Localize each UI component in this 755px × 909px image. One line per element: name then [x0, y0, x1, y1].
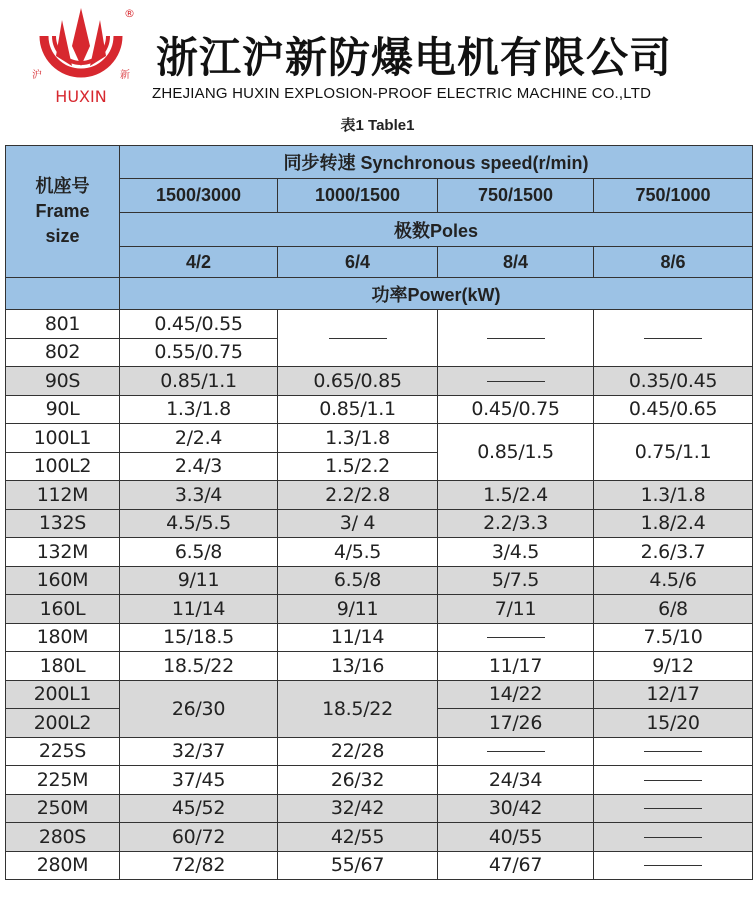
power-cell: 26/30 — [120, 680, 278, 737]
frame-size-cell: 280S — [6, 823, 120, 852]
frame-size-cell: 200L1 — [6, 680, 120, 709]
power-cell: 47/67 — [438, 851, 594, 880]
power-cell: 0.75/1.1 — [594, 424, 753, 481]
table-row — [6, 310, 753, 339]
power-table — [5, 145, 753, 880]
frame-size-cell: 225M — [6, 766, 120, 795]
power-title: 功率Power(kW) — [120, 278, 753, 310]
power-cell: 7.5/10 — [594, 623, 753, 652]
table-row — [6, 481, 753, 510]
frame-size-cell: 160L — [6, 595, 120, 624]
table-row — [6, 823, 753, 852]
not-available-dash — [594, 737, 753, 766]
table-row — [6, 538, 753, 567]
dash-line — [644, 780, 702, 781]
power-cell: 2.2/2.8 — [278, 481, 438, 510]
table-row — [6, 595, 753, 624]
frame-size-cell: 802 — [6, 338, 120, 367]
speed-title: 同步转速 Synchronous speed(r/min) — [120, 146, 753, 179]
power-cell: 4.5/6 — [594, 566, 753, 595]
dash-line — [644, 808, 702, 809]
frame-size-header: 机座号 Frame size — [6, 146, 120, 278]
frame-size-cell: 225S — [6, 737, 120, 766]
power-cell: 32/37 — [120, 737, 278, 766]
power-cell: 17/26 — [438, 709, 594, 738]
not-available-dash — [594, 851, 753, 880]
table-row — [6, 794, 753, 823]
power-cell: 2.4/3 — [120, 452, 278, 481]
power-cell: 2.6/3.7 — [594, 538, 753, 567]
frame-size-cell: 801 — [6, 310, 120, 339]
power-cell: 30/42 — [438, 794, 594, 823]
power-cell: 11/17 — [438, 652, 594, 681]
power-cell: 22/28 — [278, 737, 438, 766]
table-row — [6, 680, 753, 709]
svg-text:HUXIN: HUXIN — [55, 87, 107, 106]
power-cell: 1.8/2.4 — [594, 509, 753, 538]
power-cell: 1.3/1.8 — [594, 481, 753, 510]
dash-line — [644, 865, 702, 866]
speed-header: 750/1000 — [594, 179, 753, 213]
dash-line — [487, 637, 545, 638]
power-cell: 1.3/1.8 — [278, 424, 438, 453]
power-cell: 2/2.4 — [120, 424, 278, 453]
not-available-dash — [594, 823, 753, 852]
power-cell: 0.65/0.85 — [278, 367, 438, 396]
power-cell: 9/11 — [278, 595, 438, 624]
poles-header: 6/4 — [278, 247, 438, 278]
dash-line — [487, 338, 545, 339]
power-cell: 14/22 — [438, 680, 594, 709]
power-cell: 5/7.5 — [438, 566, 594, 595]
table-row — [6, 737, 753, 766]
frame-size-cell: 132S — [6, 509, 120, 538]
power-cell: 0.35/0.45 — [594, 367, 753, 396]
power-cell: 2.2/3.3 — [438, 509, 594, 538]
frame-size-cell: 100L1 — [6, 424, 120, 453]
not-available-dash — [438, 737, 594, 766]
poles-title: 极数Poles — [120, 213, 753, 247]
power-cell: 11/14 — [278, 623, 438, 652]
table-row — [6, 509, 753, 538]
power-cell: 1.5/2.2 — [278, 452, 438, 481]
power-cell: 45/52 — [120, 794, 278, 823]
power-cell: 0.45/0.65 — [594, 395, 753, 424]
power-cell: 3/4.5 — [438, 538, 594, 567]
speed-header: 750/1500 — [438, 179, 594, 213]
power-cell: 60/72 — [120, 823, 278, 852]
speed-header: 1000/1500 — [278, 179, 438, 213]
poles-header: 8/4 — [438, 247, 594, 278]
frame-size-cell: 90S — [6, 367, 120, 396]
table-row — [6, 566, 753, 595]
company-name-en: ZHEJIANG HUXIN EXPLOSION-PROOF ELECTRIC MACHINE CO.,LTD — [152, 85, 652, 102]
frame-size-cell: 100L2 — [6, 452, 120, 481]
power-cell: 4.5/5.5 — [120, 509, 278, 538]
dash-line — [644, 338, 702, 339]
power-cell: 24/34 — [438, 766, 594, 795]
power-cell: 7/11 — [438, 595, 594, 624]
power-cell: 0.45/0.55 — [120, 310, 278, 339]
power-cell: 0.45/0.75 — [438, 395, 594, 424]
not-available-dash — [278, 310, 438, 367]
not-available-dash — [438, 623, 594, 652]
power-cell: 6/8 — [594, 595, 753, 624]
table-row — [6, 851, 753, 880]
table-row — [6, 652, 753, 681]
power-cell: 11/14 — [120, 595, 278, 624]
frame-size-cell: 180M — [6, 623, 120, 652]
not-available-dash — [438, 310, 594, 367]
frame-size-cell: 250M — [6, 794, 120, 823]
power-cell: 15/20 — [594, 709, 753, 738]
speed-header: 1500/3000 — [120, 179, 278, 213]
power-cell: 9/12 — [594, 652, 753, 681]
huxin-logo — [26, 6, 136, 106]
power-cell: 1.3/1.8 — [120, 395, 278, 424]
not-available-dash — [594, 310, 753, 367]
power-cell: 37/45 — [120, 766, 278, 795]
dash-line — [487, 381, 545, 382]
frame-size-cell: 180L — [6, 652, 120, 681]
poles-header: 4/2 — [120, 247, 278, 278]
power-cell: 13/16 — [278, 652, 438, 681]
table-row — [6, 623, 753, 652]
power-cell: 18.5/22 — [120, 652, 278, 681]
frame-size-cell: 112M — [6, 481, 120, 510]
power-cell: 12/17 — [594, 680, 753, 709]
dash-line — [644, 837, 702, 838]
power-cell: 3/ 4 — [278, 509, 438, 538]
frame-size-cell: 280M — [6, 851, 120, 880]
svg-text:®: ® — [124, 7, 135, 20]
frame-size-cell: 200L2 — [6, 709, 120, 738]
power-cell: 55/67 — [278, 851, 438, 880]
power-cell: 26/32 — [278, 766, 438, 795]
power-cell: 0.85/1.1 — [120, 367, 278, 396]
power-cell: 72/82 — [120, 851, 278, 880]
power-cell: 0.85/1.5 — [438, 424, 594, 481]
table-row — [6, 395, 753, 424]
power-cell: 15/18.5 — [120, 623, 278, 652]
svg-text:沪: 沪 — [32, 70, 42, 81]
power-cell: 6.5/8 — [120, 538, 278, 567]
power-cell: 3.3/4 — [120, 481, 278, 510]
table-row — [6, 424, 753, 453]
dash-line — [329, 338, 387, 339]
table-row — [6, 766, 753, 795]
power-cell: 6.5/8 — [278, 566, 438, 595]
frame-size-cell: 132M — [6, 538, 120, 567]
power-cell: 32/42 — [278, 794, 438, 823]
power-cell: 42/55 — [278, 823, 438, 852]
power-cell: 9/11 — [120, 566, 278, 595]
company-name-cn: 浙江沪新防爆电机有限公司 — [156, 33, 673, 82]
not-available-dash — [594, 794, 753, 823]
poles-header: 8/6 — [594, 247, 753, 278]
power-cell: 40/55 — [438, 823, 594, 852]
table-row — [6, 367, 753, 396]
frame-size-cell: 90L — [6, 395, 120, 424]
table-title: 表1 Table1 — [340, 117, 415, 134]
dash-line — [487, 751, 545, 752]
not-available-dash — [438, 367, 594, 396]
power-cell: 18.5/22 — [278, 680, 438, 737]
power-cell: 4/5.5 — [278, 538, 438, 567]
frame-size-cell: 160M — [6, 566, 120, 595]
power-cell: 0.55/0.75 — [120, 338, 278, 367]
power-cell: 1.5/2.4 — [438, 481, 594, 510]
dash-line — [644, 751, 702, 752]
svg-text:新: 新 — [120, 70, 130, 81]
power-cell: 0.85/1.1 — [278, 395, 438, 424]
not-available-dash — [594, 766, 753, 795]
